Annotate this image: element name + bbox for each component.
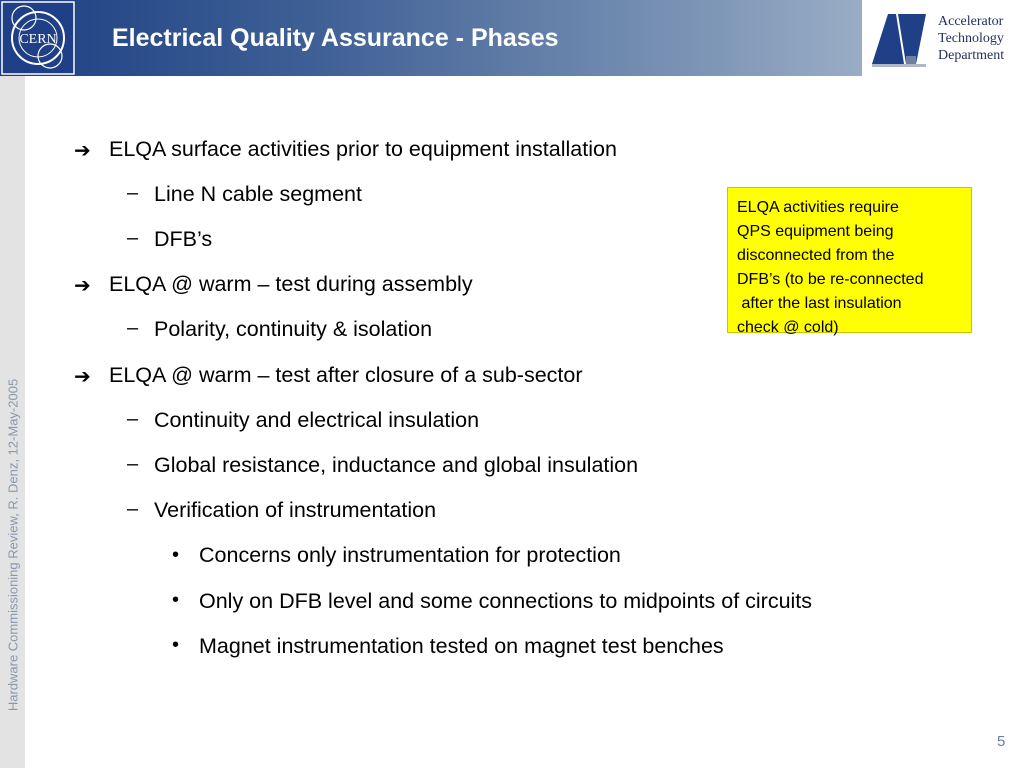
slide-header: [0, 0, 1024, 76]
arrow-right-icon: ➔: [74, 366, 91, 388]
list-item: Magnet instrumentation tested on magnet test benches: [199, 634, 724, 658]
atd-logo-icon: [866, 0, 936, 76]
atd-department-text: [938, 13, 1004, 64]
page-number: 5: [997, 733, 1006, 750]
cern-logo: [0, 0, 76, 76]
callout-note: [727, 187, 972, 336]
bullet-dot-marker: •: [172, 634, 180, 656]
cern-logo-icon: [0, 0, 76, 76]
slide-title: Electrical Quality Assurance - Phases: [112, 24, 559, 52]
note-line: DFB’s (to be re-connected: [737, 271, 924, 288]
dash-marker: –: [127, 408, 139, 430]
footer-vertical-text: Hardware Commissioning Review, R. Denz, 12-May-2005: [5, 378, 21, 712]
note-line: check @ cold): [737, 319, 839, 336]
note-line: QPS equipment being: [737, 223, 894, 240]
list-item: ELQA @ warm – test during assembly: [109, 272, 473, 296]
atd-logo: [862, 0, 1024, 76]
dash-marker: –: [127, 317, 139, 339]
list-item: Only on DFB level and some connections to midpoints of circuits: [199, 589, 813, 613]
dash-marker: –: [127, 498, 139, 520]
arrow-right-icon: ➔: [74, 140, 91, 162]
dash-marker: –: [127, 227, 139, 249]
bullet-dot-marker: •: [172, 589, 180, 611]
atd-line: Technology: [938, 31, 1004, 46]
list-item: Concerns only instrumentation for protection: [199, 543, 621, 567]
atd-line: Department: [938, 48, 1005, 63]
bullet-dot-marker: •: [172, 544, 180, 566]
list-item: ELQA @ warm – test after closure of a sub-sector: [109, 363, 583, 387]
atd-line: Accelerator: [938, 14, 1004, 29]
list-item: ELQA surface activities prior to equipment installation: [109, 137, 617, 161]
list-item: Verification of instrumentation: [154, 498, 437, 522]
dash-marker: –: [127, 453, 139, 475]
list-item: Line N cable segment: [154, 182, 362, 206]
note-line: ELQA activities require: [737, 199, 899, 216]
dash-marker: –: [127, 182, 139, 204]
arrow-right-icon: ➔: [74, 275, 91, 297]
note-line: after the last insulation: [737, 295, 902, 312]
list-item: DFB’s: [154, 227, 213, 251]
list-item: Continuity and electrical insulation: [154, 408, 480, 432]
note-line: disconnected from the: [737, 247, 895, 264]
list-item: Polarity, continuity & isolation: [154, 317, 433, 341]
cern-logo-text: CERN: [19, 32, 57, 47]
list-item: Global resistance, inductance and global insulation: [154, 453, 639, 477]
